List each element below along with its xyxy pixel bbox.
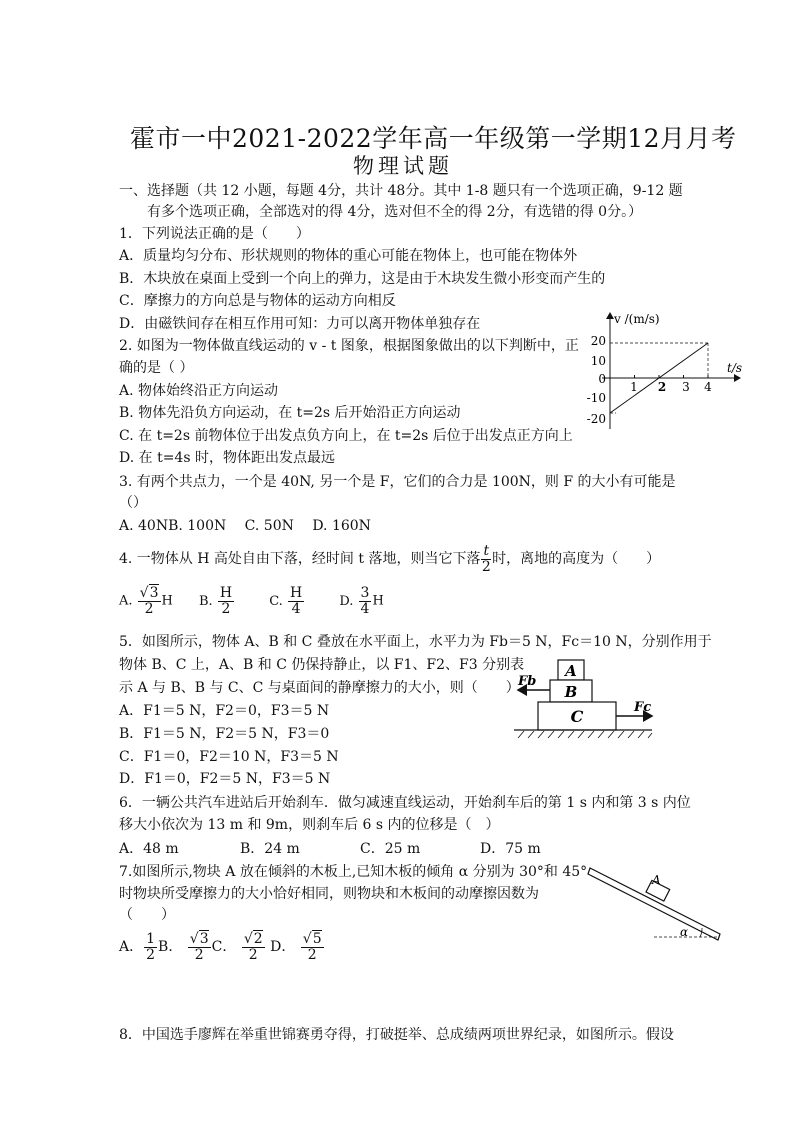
section-header-line1: 一、选择题（共 12 小题，每题 4分，共计 48分。其中 1-8 题只有一个选项正确，9-12 题 (119, 183, 683, 199)
block-c-label: C (570, 707, 584, 726)
q4-stem (119, 544, 660, 574)
section-header-line2: 有多个选项正确，全部选对的得 4分，选对但不全的得 2分，有选错的得 0分。） (147, 204, 643, 220)
q5-stem-line1: 5．如图所示，物体 A、B 和 C 叠放在水平面上，水平力为 Fb＝5 N，Fc＝10 N，分别作用于 (119, 634, 712, 650)
q1-option-c: C．摩擦力的方向总是与物体的运动方向相反 (119, 293, 396, 309)
x-axis-label: t/s (727, 361, 743, 375)
x-tick-3: 3 (682, 380, 690, 394)
q8-stem-line1: 8．中国选手廖辉在举重世锦赛勇夺得，打破挺举、总成绩两项世界纪录，如图所示。假设 (119, 1027, 674, 1043)
q1-option-b: B．木块放在桌面上受到一个向上的弹力，这是由于木块发生微小形变而产生的 (119, 271, 606, 287)
q4-stem-a: 4. 一物体从 H 高处自由下落，经时间 t 落地，则当它下落 (119, 551, 481, 568)
q3-stem-line2: （） (119, 495, 147, 511)
q5-stem-line2: 物体 B、C 上，A、B 和 C 仍保持静止，以 F1、F2、F3 分别表 (119, 657, 525, 673)
vt-graph (580, 305, 750, 435)
q6-option-d: D．75 m (480, 841, 541, 857)
q4-option-a: $\frac{√3}{2}$ (139, 585, 159, 617)
q5-stacked-blocks-figure (510, 655, 670, 745)
page-subtitle: 物理试题 (353, 154, 453, 178)
q6-option-b: B．24 m (240, 841, 300, 857)
y-tick-neg10: -10 (586, 391, 606, 405)
q1-option-a: A．质量均匀分布、形状规则的物体的重心可能在物体上，也可能在物体外 (119, 248, 578, 264)
q2-stem-line1: 2. 如图为一物体做直线运动的 v - t 图象，根据图象做出的以下判断中，正 (119, 338, 579, 354)
q5-option-b: B．F1＝5 N，F2＝5 N，F3＝0 (119, 726, 330, 742)
q7-incline-figure (580, 862, 730, 947)
q3-stem-line1: 3. 有两个共点力，一个是 40N, 另一个是 F，它们的合力是 100N，则 F 的大小有可能是 (119, 474, 676, 490)
x-tick-2: 2 (657, 380, 667, 394)
q5-option-a: A．F1＝5 N，F2＝0，F3＝5 N (119, 703, 330, 719)
q7-option-b: $\frac{√3}{2}$ (189, 931, 209, 963)
q2-option-d: D. 在 t=4s 时，物体距出发点最远 (119, 450, 335, 466)
q5-option-d: D．F1＝0，F2＝5 N，F3＝5 N (119, 771, 331, 787)
q6-stem-line1: 6．一辆公共汽车进站后开始刹车．做匀减速直线运动，开始刹车后的第 1 s 内和第 3 s 内位 (119, 795, 691, 811)
q4-option-b: $\frac{H}{2}$ (219, 585, 233, 617)
page-title: 霍市一中2021-2022学年高一年级第一学期12月月考 (130, 124, 737, 153)
q2-option-b: B. 物体先沿负方向运动，在 t=2s 后开始沿正方向运动 (119, 405, 461, 421)
block-b-label: B (564, 683, 578, 701)
q7-option-d: $\frac{√5}{2}$ (302, 931, 322, 963)
force-fc-label: Fc (634, 700, 652, 715)
q7-stem-line1: 7.如图所示,物块 A 放在倾斜的木板上,已知木板的倾角 α 分别为 30°和 45° (119, 864, 588, 880)
x-tick-4: 4 (704, 380, 712, 394)
q4-stem-fraction: $\frac{t}{2}$ (481, 543, 491, 575)
q6-stem-line2: 移大小依次为 13 m 和 9m，则刹车后 6 s 内的位移是（ ） (119, 817, 500, 833)
y-axis-label: v /(m/s) (614, 312, 660, 326)
q3-options: A. 40NB. 100N C. 50N D. 160N (119, 518, 371, 534)
q2-option-c: C. 在 t=2s 前物体位于出发点负方向上，在 t=2s 后位于出发点正方向上 (119, 428, 573, 444)
q7-options: A． $\frac{1}{2}$ B． $\frac{√3}{2}$ C． $\frac{√2}{2}$ D． $\frac{√5}{2}$ (119, 931, 322, 963)
y-tick-neg20: -20 (586, 412, 606, 426)
q1-option-d: D．由磁铁间存在相互作用可知：力可以离开物体单独存在 (119, 316, 481, 332)
q4-options: A. $\frac{√3}{2}$ H B. $\frac{H}{2}$ C. $\frac{H}{4}$ D. $\frac{3}{4}$ H (119, 585, 384, 617)
q7-stem-line2: 时物块所受摩擦力的大小恰好相同，则物块和木板间的动摩擦因数为 (119, 886, 539, 902)
q2-option-a: A. 物体始终沿正方向运动 (119, 383, 279, 399)
q6-option-a: A．48 m (119, 841, 179, 857)
ground-hatch (518, 731, 652, 738)
y-tick-0: 0 (598, 372, 606, 386)
q5-option-c: C．F1＝0，F2＝10 N，F3＝5 N (119, 749, 339, 765)
q7-stem-line3: （ ） (119, 907, 175, 923)
block-a-label: A (652, 873, 661, 887)
q5-stem-line3: 示 A 与 B、B 与 C、C 与桌面间的静摩擦力的大小，则（ ） (119, 680, 520, 696)
angle-label: α (680, 925, 689, 939)
q1-stem: 1．下列说法正确的是（ ） (119, 226, 310, 242)
q4-option-c: $\frac{H}{4}$ (289, 585, 303, 617)
q7-option-a: $\frac{1}{2}$ (146, 931, 156, 963)
q4-option-d: $\frac{3}{4}$ (360, 585, 370, 617)
x-tick-1: 1 (630, 380, 638, 394)
y-tick-10: 10 (590, 354, 606, 368)
q4-stem-b: 时，离地的高度为（ ） (492, 551, 661, 568)
y-tick-20: 20 (590, 334, 606, 348)
force-fb-label: Fb (518, 674, 537, 689)
q2-stem-line2: 确的是（ ） (119, 360, 194, 376)
q6-option-c: C．25 m (360, 841, 421, 857)
q7-option-c: $\frac{√2}{2}$ (243, 931, 263, 963)
block-a-label: A (565, 662, 577, 680)
